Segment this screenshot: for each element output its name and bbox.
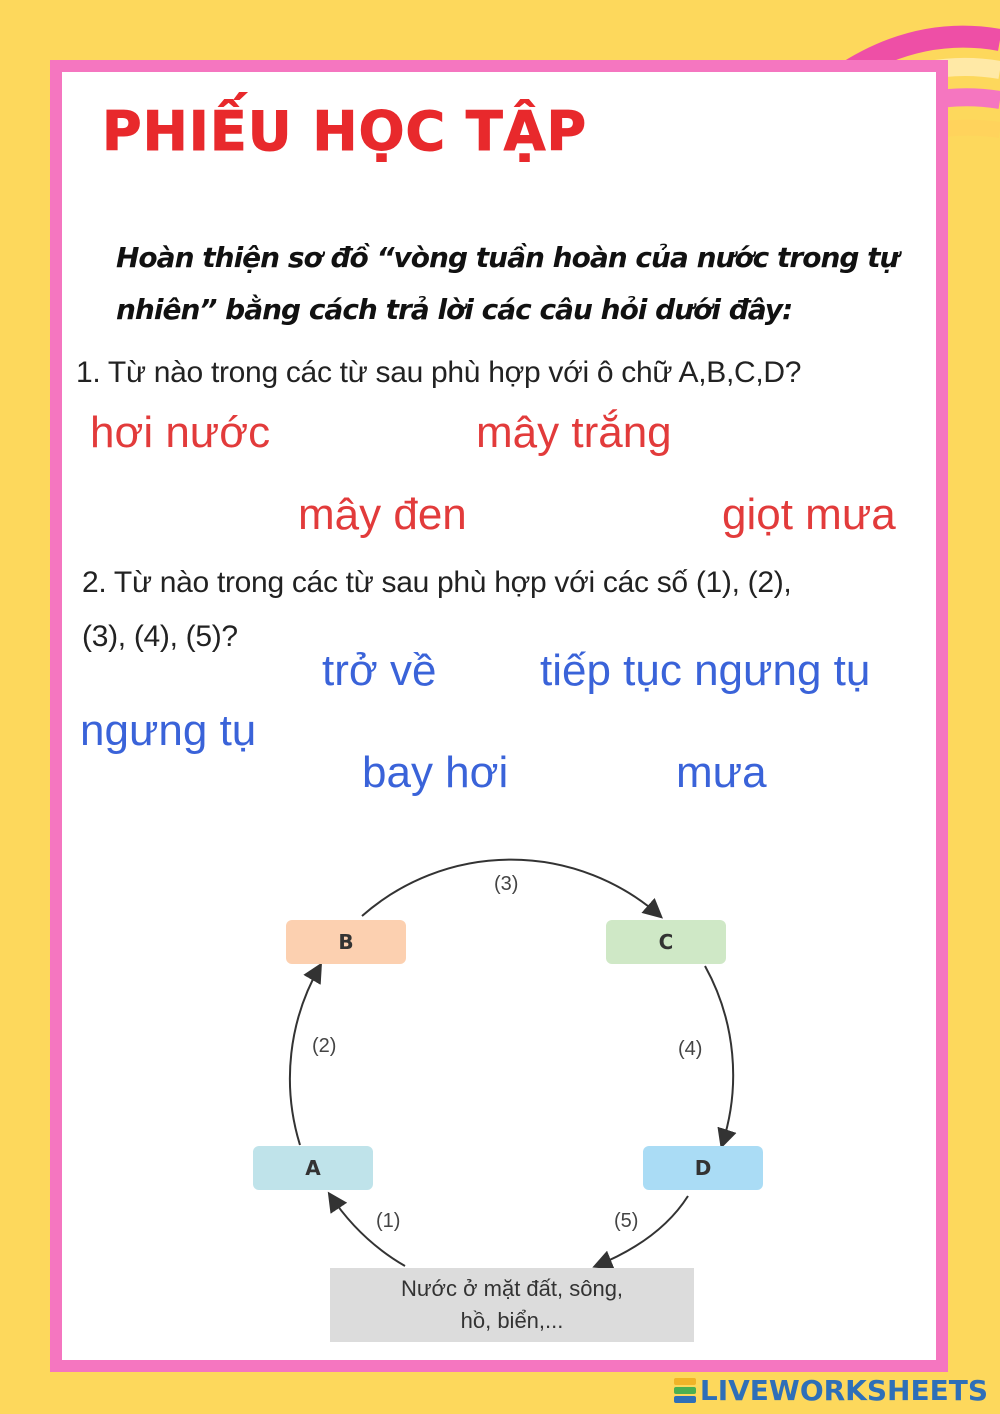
source-text-line-2: hồ, biển,... (460, 1308, 564, 1333)
source-box (330, 1268, 694, 1342)
question-2-line-2: (3), (4), (5)? (82, 620, 238, 653)
node-c[interactable]: C (606, 920, 726, 964)
word-option[interactable]: mây đen (298, 490, 467, 539)
question-1: 1. Từ nào trong các từ sau phù hợp với ô chữ A,B,C,D? (76, 356, 802, 389)
word-option[interactable]: ngưng tụ (80, 706, 257, 755)
node-d[interactable]: D (643, 1146, 763, 1190)
liveworksheets-icon (674, 1378, 696, 1404)
node-b[interactable]: B (286, 920, 406, 964)
arrow-label-5[interactable]: (5) (614, 1210, 639, 1232)
source-text-line-1: Nước ở mặt đất, sông, (400, 1276, 624, 1301)
node-a[interactable]: A (253, 1146, 373, 1190)
word-option[interactable]: mây trắng (476, 408, 672, 457)
word-option[interactable]: bay hơi (362, 748, 509, 797)
arrow-label-2[interactable]: (2) (312, 1035, 337, 1057)
word-option[interactable]: hơi nước (90, 408, 271, 457)
arrow-label-1[interactable]: (1) (376, 1210, 401, 1232)
brand-logo (674, 1374, 988, 1407)
arrow-label-4[interactable]: (4) (678, 1038, 703, 1060)
arrow-label-3[interactable]: (3) (494, 873, 519, 895)
word-option[interactable]: mưa (676, 748, 767, 797)
brand-name: LIVEWORKSHEETS (699, 1374, 988, 1407)
question-2-line-1: 2. Từ nào trong các từ sau phù hợp với các số (1), (2), (82, 566, 792, 599)
page-title: PHIẾU HỌC TẬP (102, 100, 588, 163)
word-option[interactable]: trở về (322, 646, 437, 695)
word-option[interactable]: tiếp tục ngưng tụ (540, 646, 871, 695)
instructions: Hoàn thiện sơ đồ “vòng tuần hoàn của nước trong tự nhiên” bằng cách trả lời các câu hỏi dưới đây: (116, 241, 899, 326)
word-option[interactable]: giọt mưa (722, 490, 896, 539)
